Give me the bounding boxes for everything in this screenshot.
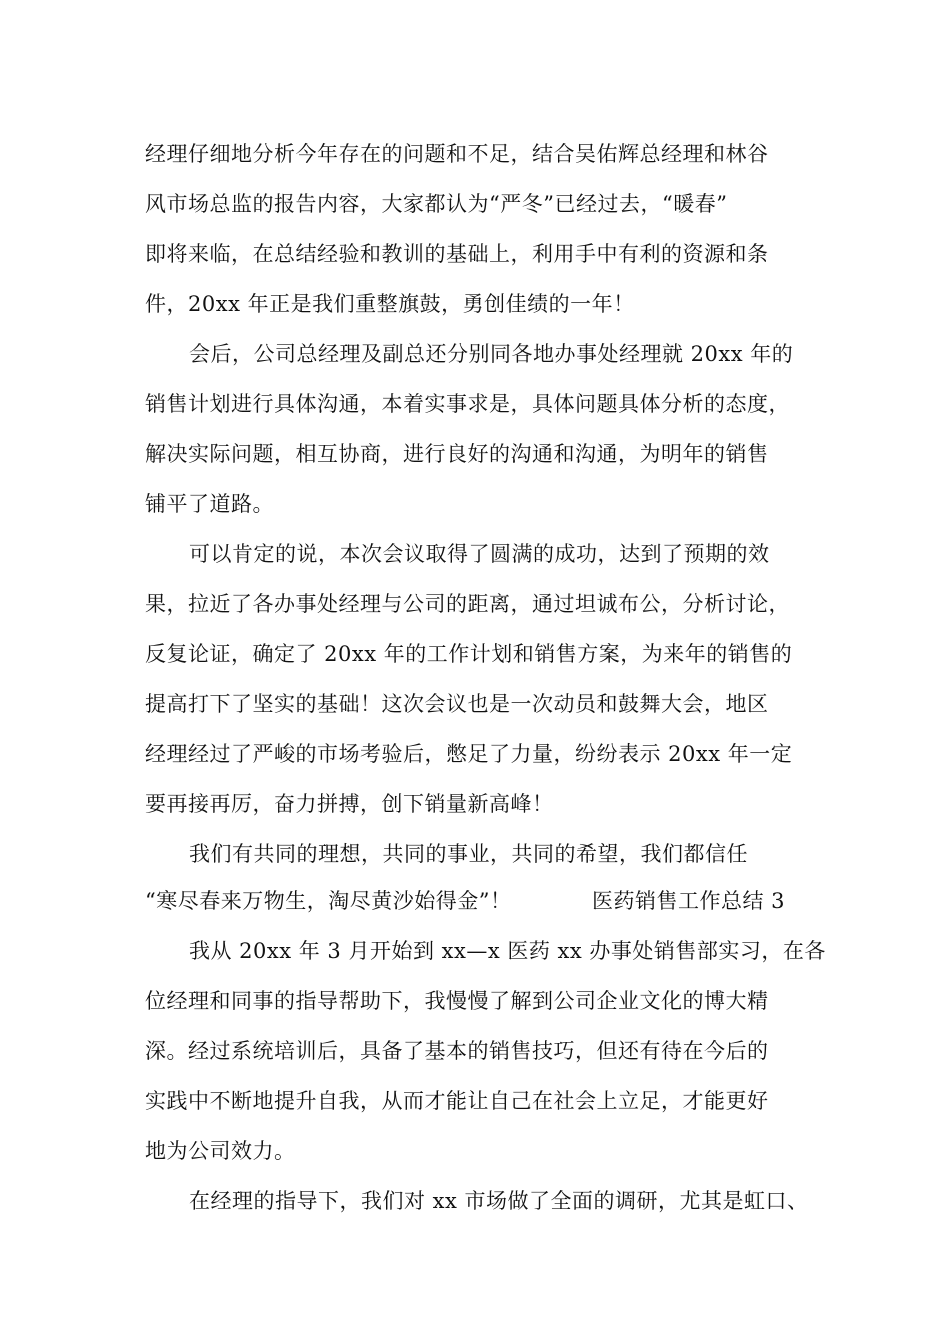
text-line: 要再接再厉，奋力拼搏，创下销量新高峰！: [145, 792, 554, 816]
text-line: 实践中不断地提升自我，从而才能让自己在社会上立足，才能更好: [145, 1089, 769, 1113]
text-line: 销售计划进行具体沟通，本着实事求是，具体问题具体分析的态度，: [145, 392, 790, 416]
text-line: 位经理和同事的指导帮助下，我慢慢了解到公司企业文化的博大精: [145, 989, 769, 1013]
paragraph-first-line: 我们有共同的理想，共同的事业，共同的希望，我们都信任: [189, 842, 748, 866]
text-line: 地为公司效力。: [145, 1139, 296, 1163]
text-line: 即将来临，在总结经验和教训的基础上，利用手中有利的资源和条: [145, 242, 769, 266]
text-line: 件，20xx 年正是我们重整旗鼓，勇创佳绩的一年！: [145, 292, 635, 316]
section-heading: 医药销售工作总结 3: [592, 889, 786, 913]
text-line: 经理经过了严峻的市场考验后，憋足了力量，纷纷表示 20xx 年一定: [145, 742, 793, 766]
text-line: 风市场总监的报告内容，大家都认为“严冬”已经过去，“暖春”: [145, 192, 728, 216]
text-line: 果，拉近了各办事处经理与公司的距离，通过坦诚布公，分析讨论，: [145, 592, 790, 616]
text-line: 提高打下了坚实的基础！这次会议也是一次动员和鼓舞大会，地区: [145, 692, 769, 716]
text-line: 铺平了道路。: [145, 492, 274, 516]
text-line: 反复论证，确定了 20xx 年的工作计划和销售方案，为来年的销售的: [145, 642, 793, 666]
text-line: “寒尽春来万物生，淘尽黄沙始得金”！: [145, 889, 512, 913]
text-line: 经理仔细地分析今年存在的问题和不足，结合吴佑辉总经理和林谷: [145, 142, 769, 166]
paragraph-first-line: 在经理的指导下，我们对 xx 市场做了全面的调研，尤其是虹口、: [189, 1189, 809, 1213]
text-line: 深。经过系统培训后，具备了基本的销售技巧，但还有待在今后的: [145, 1039, 769, 1063]
paragraph-first-line: 我从 20xx 年 3 月开始到 xx—x 医药 xx 办事处销售部实习，在各: [189, 939, 826, 963]
text-line: 解决实际问题，相互协商，进行良好的沟通和沟通，为明年的销售: [145, 442, 769, 466]
paragraph-first-line: 可以肯定的说，本次会议取得了圆满的成功，达到了预期的效: [189, 542, 770, 566]
paragraph-first-line: 会后，公司总经理及副总还分别同各地办事处经理就 20xx 年的: [189, 342, 794, 366]
